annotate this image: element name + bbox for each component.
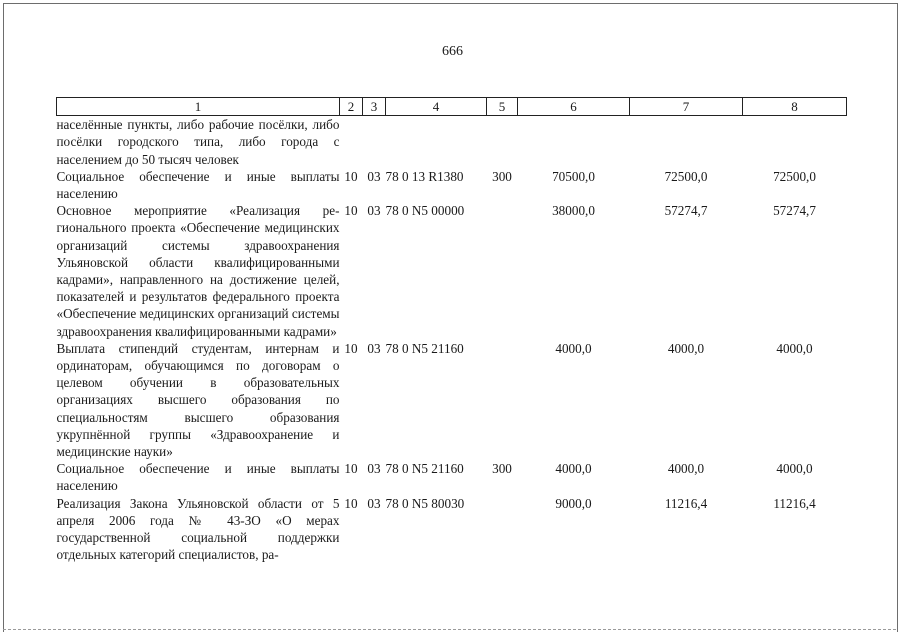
row-expense-type xyxy=(487,495,518,564)
table-row xyxy=(57,460,847,494)
row-expense-type xyxy=(487,340,518,460)
row-year-3: 4000,0 xyxy=(776,340,813,356)
row-subsection: 03 xyxy=(367,495,381,511)
row-section: 10 xyxy=(344,461,358,477)
page-number: 666 xyxy=(442,44,463,59)
header-col-2: 2 xyxy=(340,98,363,116)
table-row xyxy=(57,202,847,340)
row-target-article: 78 0 N5 80030 xyxy=(385,495,465,511)
row-name: Реализация Закона Ульяновской области от 5 апреля 2006 года № 43-ЗО «О мерах государственной социальной поддержки отдельных категорий специалистов, ра- xyxy=(56,495,340,563)
row-section xyxy=(340,116,363,168)
row-year-3: 4000,0 xyxy=(776,461,813,477)
row-year-2: 57274,7 xyxy=(664,203,708,219)
row-section: 10 xyxy=(344,168,358,184)
row-name: Основное мероприятие «Реализация регионального проекта «Обеспечение медицинских организаций системы здравоохранения Ульяновской области квалифицированными кадрами», направленного на достижение целей, показателей и результатов федерального проекта «Обеспечение медицинских организаций системы здравоохранения квалифицированными кадрами» xyxy=(56,203,340,339)
row-expense-type xyxy=(487,202,518,340)
row-year-3: 57274,7 xyxy=(773,203,816,219)
header-col-3: 3 xyxy=(363,98,386,116)
row-subsection xyxy=(363,116,386,168)
row-year-3: 72500,0 xyxy=(773,168,816,184)
row-year-3: 11216,4 xyxy=(773,495,816,511)
row-section: 10 xyxy=(344,203,358,219)
row-year-1: 4000,0 xyxy=(555,461,592,477)
row-target-article: 78 0 N5 21160 xyxy=(385,461,464,477)
table-row xyxy=(57,495,847,564)
page-bottom-edge xyxy=(3,629,896,630)
row-year-2 xyxy=(630,116,743,168)
row-year-1: 70500,0 xyxy=(552,168,595,184)
row-year-1: 9000,0 xyxy=(555,495,592,511)
row-year-2: 72500,0 xyxy=(664,168,708,184)
row-name: Социальное обеспечение и иные выплаты населению xyxy=(56,461,340,494)
row-year-1 xyxy=(518,116,630,168)
header-col-7: 7 xyxy=(630,98,743,116)
row-section: 10 xyxy=(344,495,358,511)
header-col-4: 4 xyxy=(386,98,487,116)
row-name: населённые пункты, либо рабочие посёлки, либо посёлки городского типа, либо города с населением до 50 тысяч человек xyxy=(56,117,340,167)
table-row xyxy=(57,116,847,168)
header-col-8: 8 xyxy=(743,98,847,116)
row-expense-type: 300 xyxy=(492,168,512,184)
row-year-2: 4000,0 xyxy=(667,461,705,477)
row-expense-type xyxy=(487,116,518,168)
header-col-6: 6 xyxy=(518,98,630,116)
row-year-2: 11216,4 xyxy=(664,495,708,511)
row-year-3 xyxy=(743,116,847,168)
row-subsection: 03 xyxy=(367,461,381,477)
row-subsection: 03 xyxy=(367,340,381,356)
table-row xyxy=(57,168,847,202)
row-year-1: 38000,0 xyxy=(552,203,595,219)
table-row xyxy=(57,340,847,460)
row-target-article: 78 0 13 R1380 xyxy=(385,168,464,184)
header-col-5: 5 xyxy=(487,98,518,116)
row-subsection: 03 xyxy=(367,203,381,219)
row-target-article xyxy=(386,116,487,168)
budget-table xyxy=(56,97,847,563)
row-subsection: 03 xyxy=(367,168,381,184)
row-name: Выплата стипендий студентам, интернам и ординаторам, обучающимся по договорам о целевом обучении в образовательных организациях высшего образования по специальностям высшего образования укрупнённой группы «Здравоохранение и медицинские науки» xyxy=(56,340,340,460)
row-expense-type: 300 xyxy=(492,461,512,477)
row-year-2: 4000,0 xyxy=(667,340,705,356)
table-header-row xyxy=(57,98,847,116)
row-target-article: 78 0 N5 21160 xyxy=(385,340,464,356)
row-target-article: 78 0 N5 00000 xyxy=(385,203,465,219)
row-name: Социальное обеспечение и иные выплаты населению xyxy=(56,168,340,202)
row-section: 10 xyxy=(344,340,358,356)
header-col-1: 1 xyxy=(57,98,340,116)
row-year-1: 4000,0 xyxy=(555,340,592,356)
